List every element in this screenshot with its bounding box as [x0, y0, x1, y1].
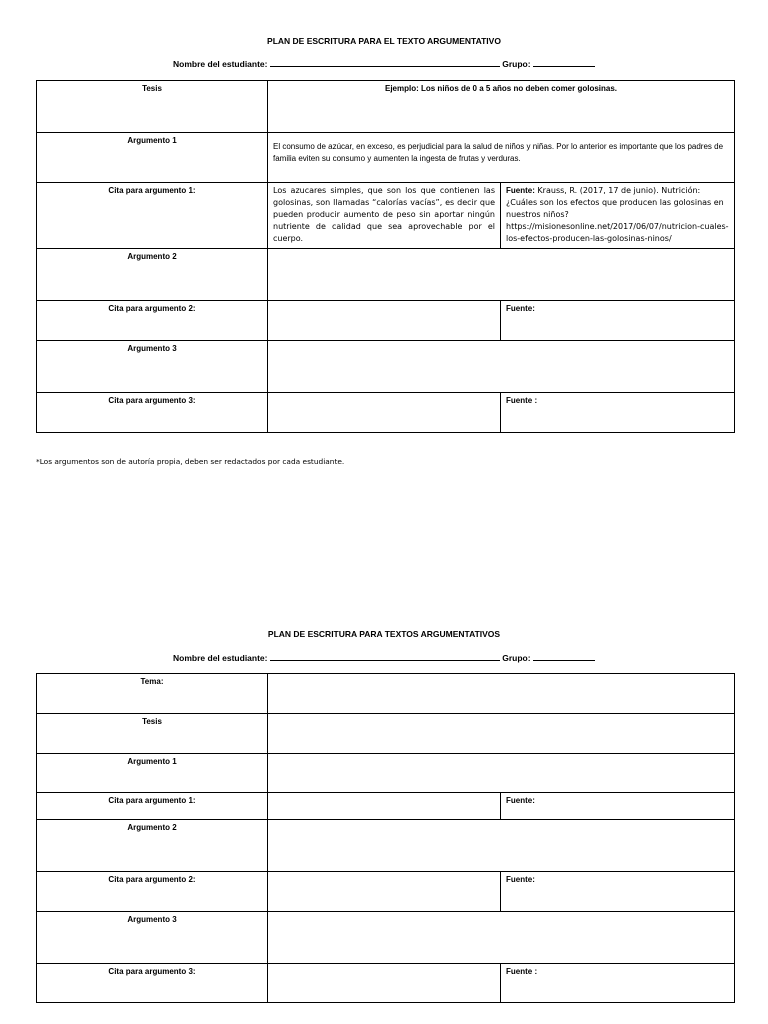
table-row — [37, 964, 735, 1003]
cita-2-field[interactable] — [268, 301, 501, 341]
argument-3-field[interactable] — [268, 912, 735, 964]
argument-3-label: Argumento 3 — [37, 912, 268, 964]
plan2-table — [36, 673, 735, 1003]
cita-3-field[interactable] — [268, 964, 501, 1003]
group-label: Grupo: — [502, 653, 531, 663]
cita-2-field[interactable] — [268, 872, 501, 912]
group-label: Grupo: — [502, 59, 531, 69]
tesis-label: Tesis — [37, 81, 268, 133]
fuente-3-label: Fuente : — [501, 964, 735, 1003]
student-name-field[interactable] — [270, 652, 500, 661]
tesis-example: Ejemplo: Los niños de 0 a 5 años no deben comer golosinas. — [268, 81, 735, 133]
argument-3-label: Argumento 3 — [37, 341, 268, 393]
cita-1-field[interactable] — [268, 793, 501, 820]
table-row — [37, 393, 735, 433]
tesis-label: Tesis — [37, 714, 268, 754]
group-field[interactable] — [533, 58, 595, 67]
cita-2-label: Cita para argumento 2: — [37, 301, 268, 341]
table-row — [37, 301, 735, 341]
table-row — [37, 674, 735, 714]
table-row — [37, 793, 735, 820]
student-name-label: Nombre del estudiante: — [173, 59, 268, 69]
footnote: *Los argumentos son de autoría propia, deben ser redactados por cada estudiante. — [36, 457, 345, 466]
fuente-2-label: Fuente: — [501, 872, 735, 912]
plan1-student-line — [0, 58, 768, 69]
table-row — [37, 820, 735, 872]
cita-3-label: Cita para argumento 3: — [37, 393, 268, 433]
table-row — [37, 81, 735, 133]
student-name-label: Nombre del estudiante: — [173, 653, 268, 663]
group-field[interactable] — [533, 652, 595, 661]
cita-1-label: Cita para argumento 1: — [37, 183, 268, 249]
plan2-title: PLAN DE ESCRITURA PARA TEXTOS ARGUMENTATIVOS — [267, 629, 501, 639]
fuente-3-label: Fuente : — [501, 393, 735, 433]
fuente-1-label: Fuente: — [506, 186, 535, 195]
table-row — [37, 714, 735, 754]
argument-1-field[interactable] — [268, 754, 735, 793]
plan1-title: PLAN DE ESCRITURA PARA EL TEXTO ARGUMENTATIVO — [267, 36, 501, 46]
argument-2-label: Argumento 2 — [37, 820, 268, 872]
plan2-student-line — [0, 652, 768, 663]
argument-1-text: El consumo de azúcar, en exceso, es perjudicial para la salud de niños y niñas. Por lo anterior es importante que los padres de familia eviten su consumo y aumenten la ingesta de frutas y verduras. — [268, 133, 735, 183]
plan1-table — [36, 80, 735, 433]
cita-1-text: Los azucares simples, que son los que contienen las golosinas, son llamadas “calorías vacías”, es decir que pueden producir aumento de peso sin aportar ningún nutriente de calidad que sea aprovechable por el cuerpo. — [268, 183, 501, 249]
fuente-2-label: Fuente: — [501, 301, 735, 341]
cita-3-label: Cita para argumento 3: — [37, 964, 268, 1003]
table-row — [37, 249, 735, 301]
tema-field[interactable] — [268, 674, 735, 714]
fuente-1-text: Krauss, R. (2017, 17 de junio). Nutrición: ¿Cuáles son los efectos que producen las golosinas en nuestros niños? https://misionesonline.net/2017/06/07/nutricion-cuales-los-efectos-producen-las-golosinas-ninos/ — [506, 186, 729, 243]
fuente-1-cell — [501, 183, 735, 249]
table-row — [37, 183, 735, 249]
table-row — [37, 341, 735, 393]
table-row — [37, 754, 735, 793]
table-row — [37, 912, 735, 964]
tema-label: Tema: — [37, 674, 268, 714]
student-name-field[interactable] — [270, 58, 500, 67]
table-row — [37, 133, 735, 183]
argument-2-label: Argumento 2 — [37, 249, 268, 301]
argument-2-field[interactable] — [268, 249, 735, 301]
fuente-1-label: Fuente: — [501, 793, 735, 820]
cita-2-label: Cita para argumento 2: — [37, 872, 268, 912]
argument-3-field[interactable] — [268, 341, 735, 393]
argument-1-label: Argumento 1 — [37, 133, 268, 183]
tesis-field[interactable] — [268, 714, 735, 754]
argument-2-field[interactable] — [268, 820, 735, 872]
table-row — [37, 872, 735, 912]
cita-1-label: Cita para argumento 1: — [37, 793, 268, 820]
argument-1-label: Argumento 1 — [37, 754, 268, 793]
cita-3-field[interactable] — [268, 393, 501, 433]
